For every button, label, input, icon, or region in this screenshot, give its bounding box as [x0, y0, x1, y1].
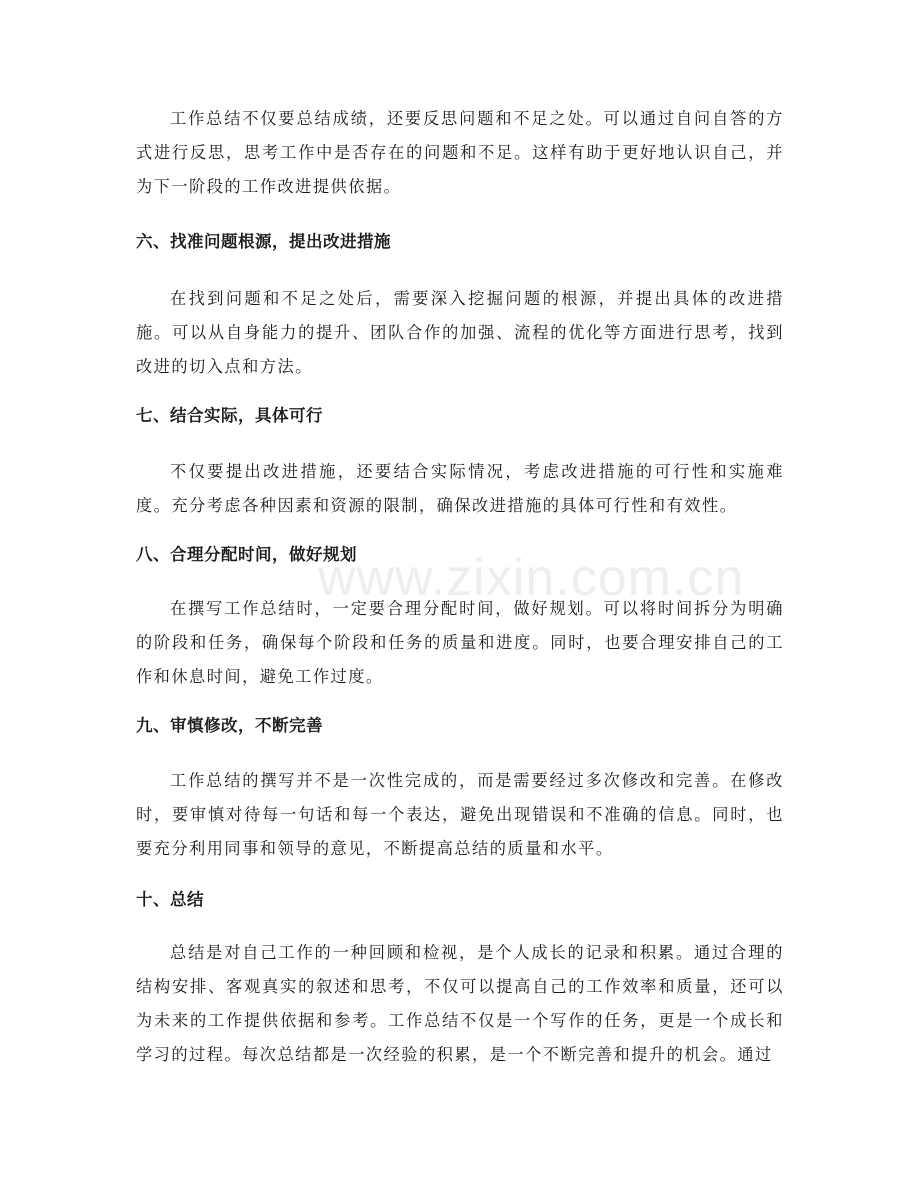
section-body-6: 在找到问题和不足之处后，需要深入挖掘问题的根源，并提出具体的改进措施。可以从自身能力的提升、团队合作的加强、流程的优化等方面进行思考，找到改进的切入点和方法。: [136, 289, 784, 376]
section-body-8: 在撰写工作总结时，一定要合理分配时间，做好规划。可以将时间拆分为明确的阶段和任务，确保每个阶段和任务的质量和进度。同时，也要合理安排自己的工作和休息时间，避免工作过度。: [136, 599, 784, 686]
section-heading-8: 八、合理分配时间，做好规划: [136, 545, 357, 564]
section-heading-7: 七、结合实际，具体可行: [136, 406, 323, 425]
intro-paragraph: 工作总结不仅要总结成绩，还要反思问题和不足之处。可以通过自问自答的方式进行反思，思考工作中是否存在的问题和不足。这样有助于更好地认识自己，并为下一阶段的工作改进提供依据。: [136, 109, 784, 196]
section-heading-6: 六、找准问题根源，提出改进措施: [136, 232, 391, 251]
section-body-7: 不仅要提出改进措施，还要结合实际情况，考虑改进措施的可行性和实施难度。充分考虑各种因素和资源的限制，确保改进措施的具体可行性和有效性。: [136, 462, 784, 515]
watermark: www.zixin.com.cn: [318, 549, 745, 607]
section-heading-9: 九、审慎修改，不断完善: [136, 716, 323, 735]
section-body-10: 总结是对自己工作的一种回顾和检视，是个人成长的记录和积累。通过合理的结构安排、客观真实的叙述和思考，不仅可以提高自己的工作效率和质量，还可以为未来的工作提供依据和参考。工作总结不仅是一个写作的任务，更是一个成长和学习的过程。每次总结都是一次经验的积累，是一个不断完善和提升的机会。通过: [136, 943, 784, 1064]
section-heading-10: 十、总结: [136, 890, 204, 909]
section-body-9: 工作总结的撰写并不是一次性完成的，而是需要经过多次修改和完善。在修改时，要审慎对待每一句话和每一个表达，避免出现错误和不准确的信息。同时，也要充分利用同事和领导的意见，不断提高总结的质量和水平。: [136, 771, 784, 858]
